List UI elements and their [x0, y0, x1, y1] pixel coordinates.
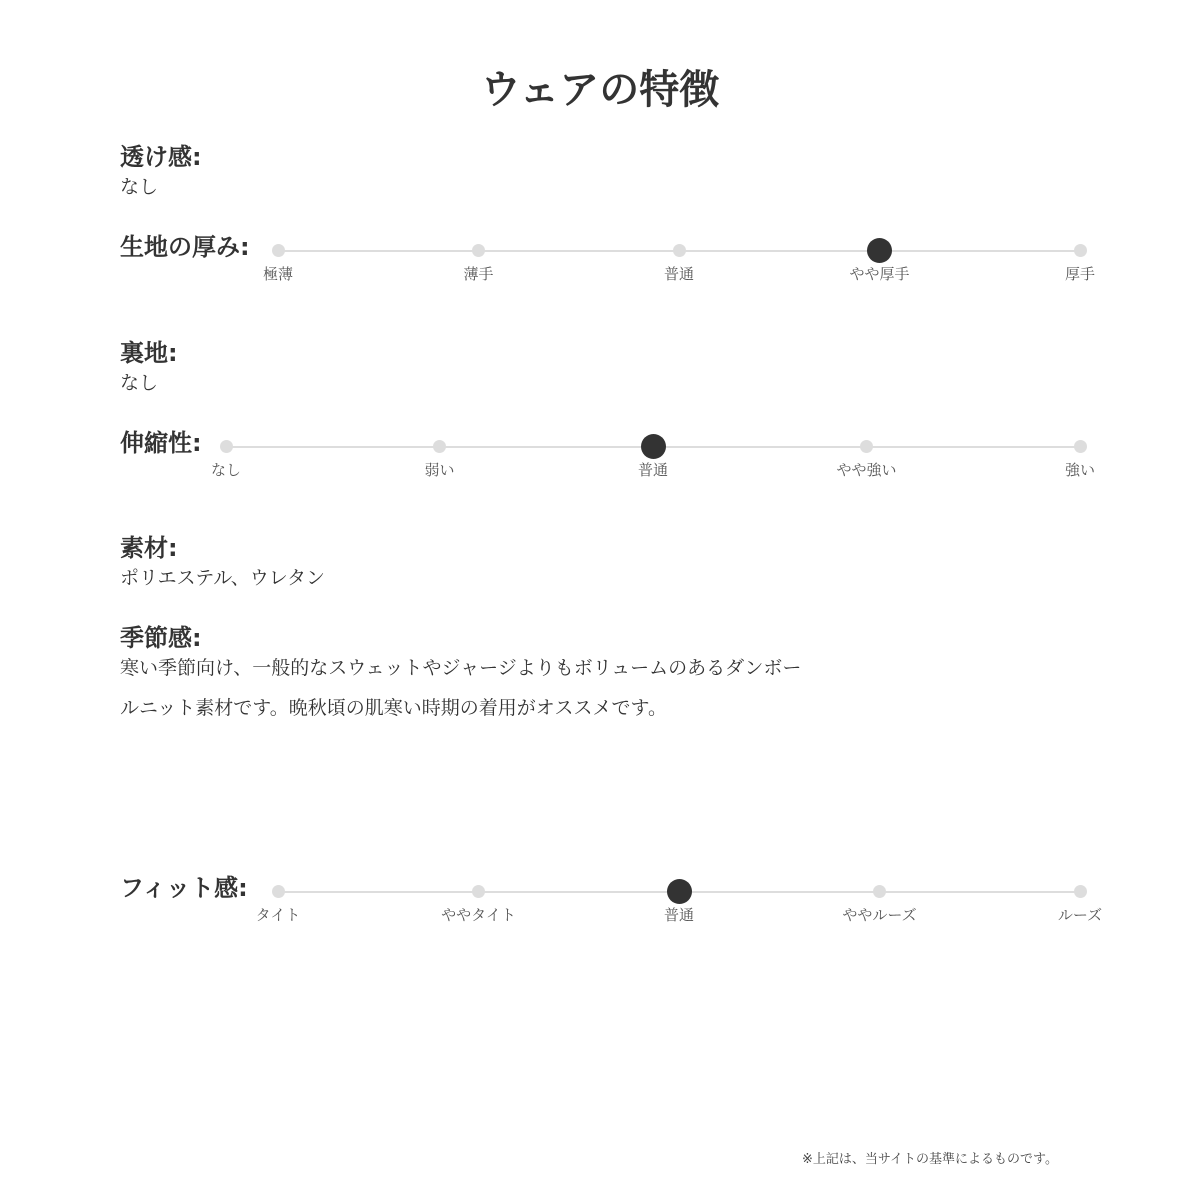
scale-marker-selected	[667, 879, 692, 904]
scale-option-label: 普通	[663, 265, 695, 283]
season-line-1: 寒い季節向け、一般的なスウェットやジャージよりもボリュームのあるダンボー	[120, 657, 802, 679]
fit-scale	[255, 891, 1103, 951]
scale-option-label: 厚手	[1064, 265, 1096, 283]
stretch-scale	[210, 446, 1096, 506]
scale-dot	[1074, 885, 1087, 898]
scale-dot	[1074, 440, 1087, 453]
material-label: 素材:	[120, 534, 178, 562]
footnote: ※上記は、当サイトの基準によるものです。	[802, 1152, 1058, 1167]
scale-option-label: 薄手	[463, 265, 494, 283]
lining-value: なし	[120, 372, 159, 394]
scale-option-label: 強い	[1064, 461, 1096, 479]
scale-option-label: タイト	[255, 906, 301, 924]
scale-option-label: ややタイト	[441, 906, 516, 924]
lining-label: 裏地:	[120, 339, 178, 367]
scale-marker-selected	[867, 238, 892, 263]
scale-dot	[472, 885, 485, 898]
scale-option-label: 弱い	[424, 461, 455, 479]
season-label: 季節感:	[120, 624, 202, 652]
scale-option-label: 普通	[663, 906, 695, 924]
scale-option-label: 極薄	[262, 265, 294, 283]
scale-dot	[272, 885, 285, 898]
transparency-value: なし	[120, 176, 159, 198]
scale-option-label: やや厚手	[849, 265, 910, 283]
scale-dot	[433, 440, 446, 453]
material-value: ポリエステル、ウレタン	[120, 567, 326, 589]
scale-option-label: ルーズ	[1057, 906, 1103, 924]
scale-option-label: なし	[210, 461, 242, 479]
scale-dot	[1074, 244, 1087, 257]
scale-dot	[673, 244, 686, 257]
page-title: ウェアの特徴	[480, 67, 720, 113]
fit-label: フィット感:	[120, 874, 248, 902]
scale-dot	[873, 885, 886, 898]
scale-marker-selected	[641, 434, 666, 459]
scale-option-label: 普通	[637, 461, 669, 479]
stretch-label: 伸縮性:	[120, 429, 202, 457]
scale-dot	[860, 440, 873, 453]
thickness-label: 生地の厚み:	[120, 233, 250, 261]
season-line-2: ルニット素材です。晩秋頃の肌寒い時期の着用がオススメです。	[120, 697, 668, 719]
thickness-scale	[262, 250, 1096, 310]
scale-dot	[220, 440, 233, 453]
scale-option-label: やや強い	[836, 461, 897, 479]
scale-dot	[472, 244, 485, 257]
scale-dot	[272, 244, 285, 257]
transparency-label: 透け感:	[120, 143, 202, 171]
scale-option-label: ややルーズ	[842, 906, 917, 924]
